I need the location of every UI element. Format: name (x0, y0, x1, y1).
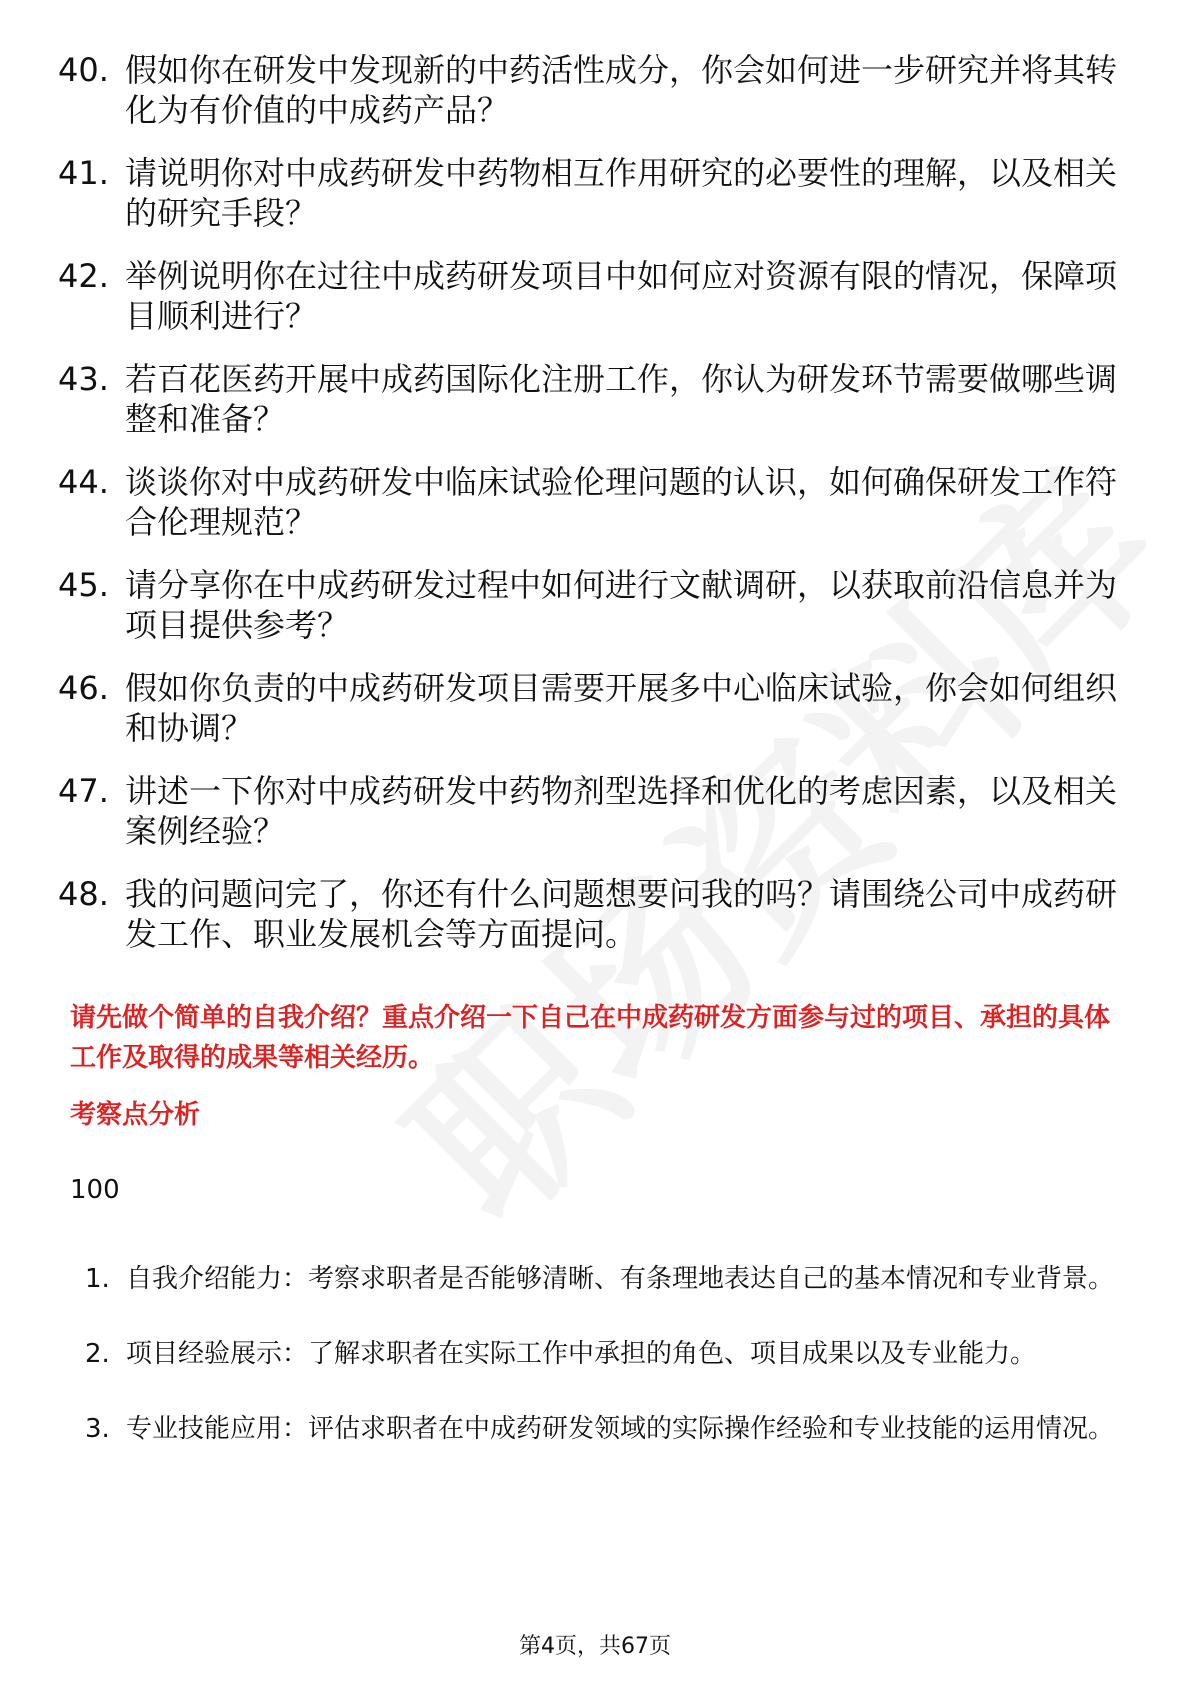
question-item (0, 771, 1190, 851)
question-item (0, 565, 1190, 645)
interview-prompt: 请先做个简单的自我介绍？重点介绍一下自己在中成药研发方面参与过的项目、承担的具体工作及取得的成果等相关经历。 (70, 1003, 1111, 1073)
question-number: 43. (58, 360, 109, 398)
question-item (0, 153, 1190, 233)
question-item (0, 668, 1190, 748)
question-item (0, 462, 1190, 542)
question-number: 42. (58, 257, 109, 295)
question-text: 举例说明你在过往中成药研发项目中如何应对资源有限的情况，保障项目顺利进行？ (125, 257, 1118, 335)
question-number: 45. (58, 566, 109, 604)
question-text: 讲述一下你对中成药研发中药物剂型选择和优化的考虑因素，以及相关案例经验？ (125, 772, 1118, 850)
question-text: 假如你在研发中发现新的中药活性成分，你会如何进一步研究并将其转化为有价值的中成药产品？ (125, 51, 1118, 129)
analysis-text: 专业技能应用：评估求职者在中成药研发领域的实际操作经验和专业技能的运用情况。 (126, 1414, 1115, 1444)
question-text: 我的问题问完了，你还有什么问题想要问我的吗？请围绕公司中成药研发工作、职业发展机会等方面提问。 (125, 875, 1118, 953)
question-number: 46. (58, 669, 109, 707)
question-number: 44. (58, 463, 109, 501)
question-number: 41. (58, 154, 109, 192)
analysis-item (0, 1325, 1190, 1383)
question-list (0, 50, 1190, 977)
analysis-number: 1. (85, 1264, 110, 1294)
question-number: 48. (58, 875, 109, 913)
analysis-item (0, 1250, 1190, 1308)
analysis-item (0, 1400, 1190, 1458)
question-text: 谈谈你对中成药研发中临床试验伦理问题的认识，如何确保研发工作符合伦理规范？ (125, 463, 1118, 541)
analysis-number: 2. (85, 1339, 110, 1369)
analysis-list (0, 1250, 1190, 1475)
question-item (0, 50, 1190, 130)
question-text: 请分享你在中成药研发过程中如何进行文献调研，以获取前沿信息并为项目提供参考？ (125, 566, 1118, 644)
question-item (0, 874, 1190, 954)
question-item (0, 359, 1190, 439)
analysis-number: 3. (85, 1414, 110, 1444)
analysis-text: 项目经验展示：了解求职者在实际工作中承担的角色、项目成果以及专业能力。 (126, 1339, 1037, 1369)
score-value: 100 (70, 1175, 120, 1205)
question-text: 假如你负责的中成药研发项目需要开展多中心临床试验，你会如何组织和协调？ (125, 669, 1118, 747)
question-number: 47. (58, 772, 109, 810)
question-item (0, 256, 1190, 336)
question-text: 请说明你对中成药研发中药物相互作用研究的必要性的理解，以及相关的研究手段？ (125, 154, 1118, 232)
question-number: 40. (58, 51, 109, 89)
analysis-heading: 考察点分析 (70, 1100, 201, 1130)
analysis-text: 自我介绍能力：考察求职者是否能够清晰、有条理地表达自己的基本情况和专业背景。 (126, 1264, 1115, 1294)
page-footer: 第4页，共67页 (519, 1634, 671, 1659)
question-text: 若百花医药开展中成药国际化注册工作，你认为研发环节需要做哪些调整和准备？ (125, 360, 1118, 438)
